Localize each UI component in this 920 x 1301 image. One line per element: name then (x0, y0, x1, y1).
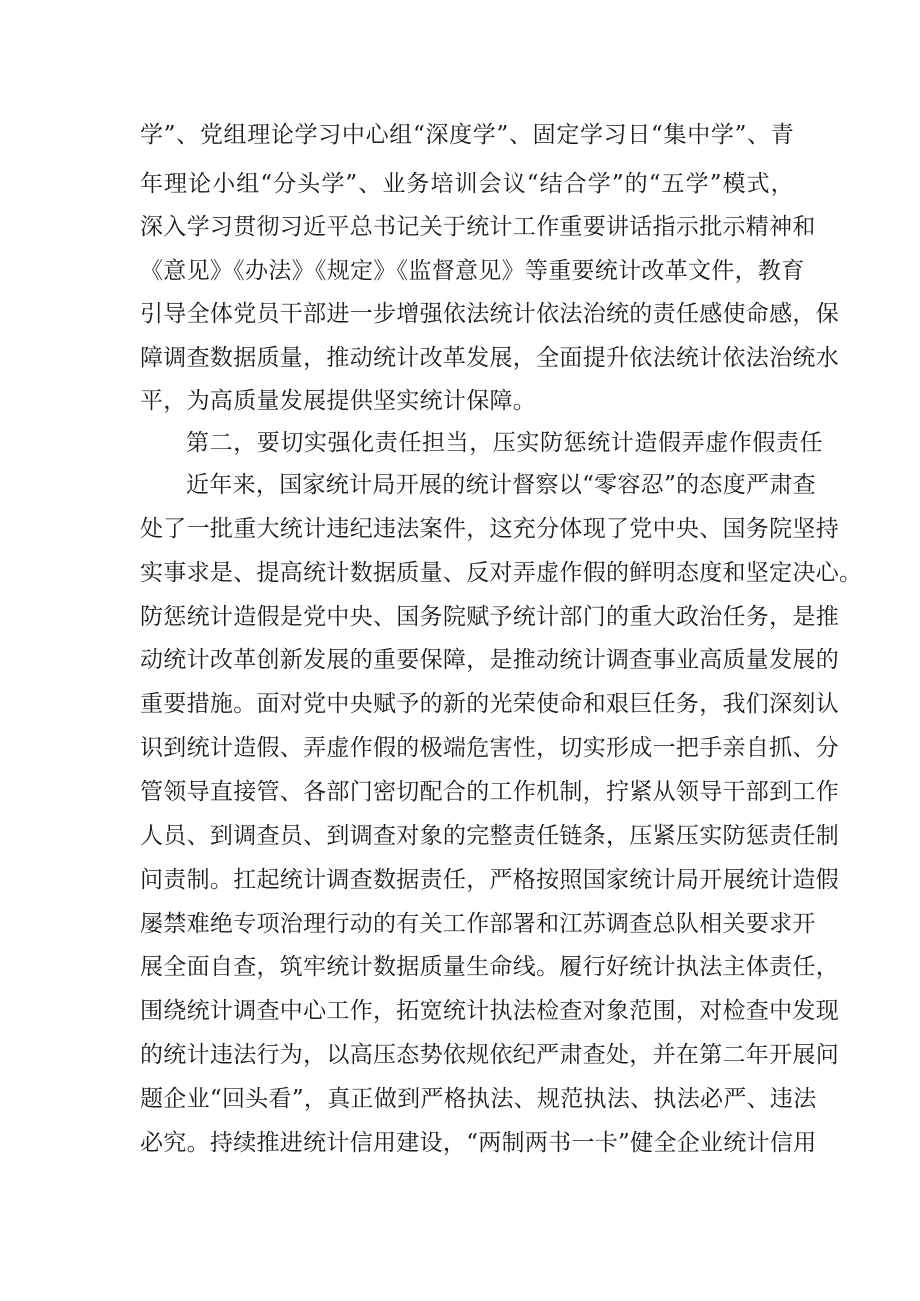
text-line: 必究。持续推进统计信用建设，“两制两书一卡”健全企业统计信用 (140, 1130, 817, 1156)
text-line: 平，为高质量发展提供坚实统计保障。 (140, 388, 537, 414)
text-line: 问责制。扛起统计调查数据责任，严格按照国家统计局开展统计造假 (140, 867, 839, 893)
text-line: 动统计改革创新发展的重要保障，是推动统计调查事业高质量发展的 (140, 647, 839, 673)
text-line: 重要措施。面对党中央赋予的新的光荣使命和艰巨任务，我们深刻认 (140, 691, 839, 717)
text-line: 围绕统计调查中心工作，拓宽统计执法检查对象范围，对检查中发现 (140, 998, 839, 1024)
text-line: 题企业“回头看”，真正做到严格执法、规范执法、执法必严、违法 (140, 1086, 817, 1112)
text-line: 的统计违法行为，以高压态势依规依纪严肃查处，并在第二年开展问 (140, 1042, 839, 1068)
text-line: 展全面自查，筑牢统计数据质量生命线。履行好统计执法主体责任， (140, 954, 839, 980)
text-line: 深入学习贯彻习近平总书记关于统计工作重要讲话指示批示精神和 (140, 214, 816, 240)
text-line: 学”、党组理论学习中心组“深度学”、固定学习日“集中学”、青 (140, 122, 794, 148)
text-line: 防惩统计造假是党中央、国务院赋予统计部门的重大政治任务，是推 (140, 604, 839, 630)
text-line: 《意见》《办法》《规定》《监督意见》等重要统计改革文件，教育 (140, 258, 805, 284)
text-line: 管领导直接管、各部门密切配合的工作机制，拧紧从领导干部到工作 (140, 779, 839, 805)
text-line: 屡禁难绝专项治理行动的有关工作部署和江苏调查总队相关要求开 (140, 911, 816, 937)
text-line: 障调查数据质量，推动统计改革发展，全面提升依法统计依法治统水 (140, 345, 839, 371)
section-heading: 第二，要切实强化责任担当，压实防惩统计造假弄虚作假责任 (186, 430, 824, 456)
text-line: 年理论小组“分头学”、业务培训会议“结合学”的“五学”模式， (140, 171, 794, 197)
text-line: 处了一批重大统计违纪违法案件，这充分体现了党中央、国务院坚持 (140, 516, 839, 542)
text-line: 近年来，国家统计局开展的统计督察以“零容忍”的态度严肃查 (186, 472, 816, 498)
text-line: 引导全体党员干部进一步增强依法统计依法治统的责任感使命感，保 (140, 301, 839, 327)
text-line: 实事求是、提高统计数据质量、反对弄虚作假的鲜明态度和坚定决心。 (140, 560, 863, 586)
text-line: 识到统计造假、弄虚作假的极端危害性，切实形成一把手亲自抓、分 (140, 735, 839, 761)
text-line: 人员、到调查员、到调查对象的完整责任链条，压紧压实防惩责任制 (140, 823, 839, 849)
